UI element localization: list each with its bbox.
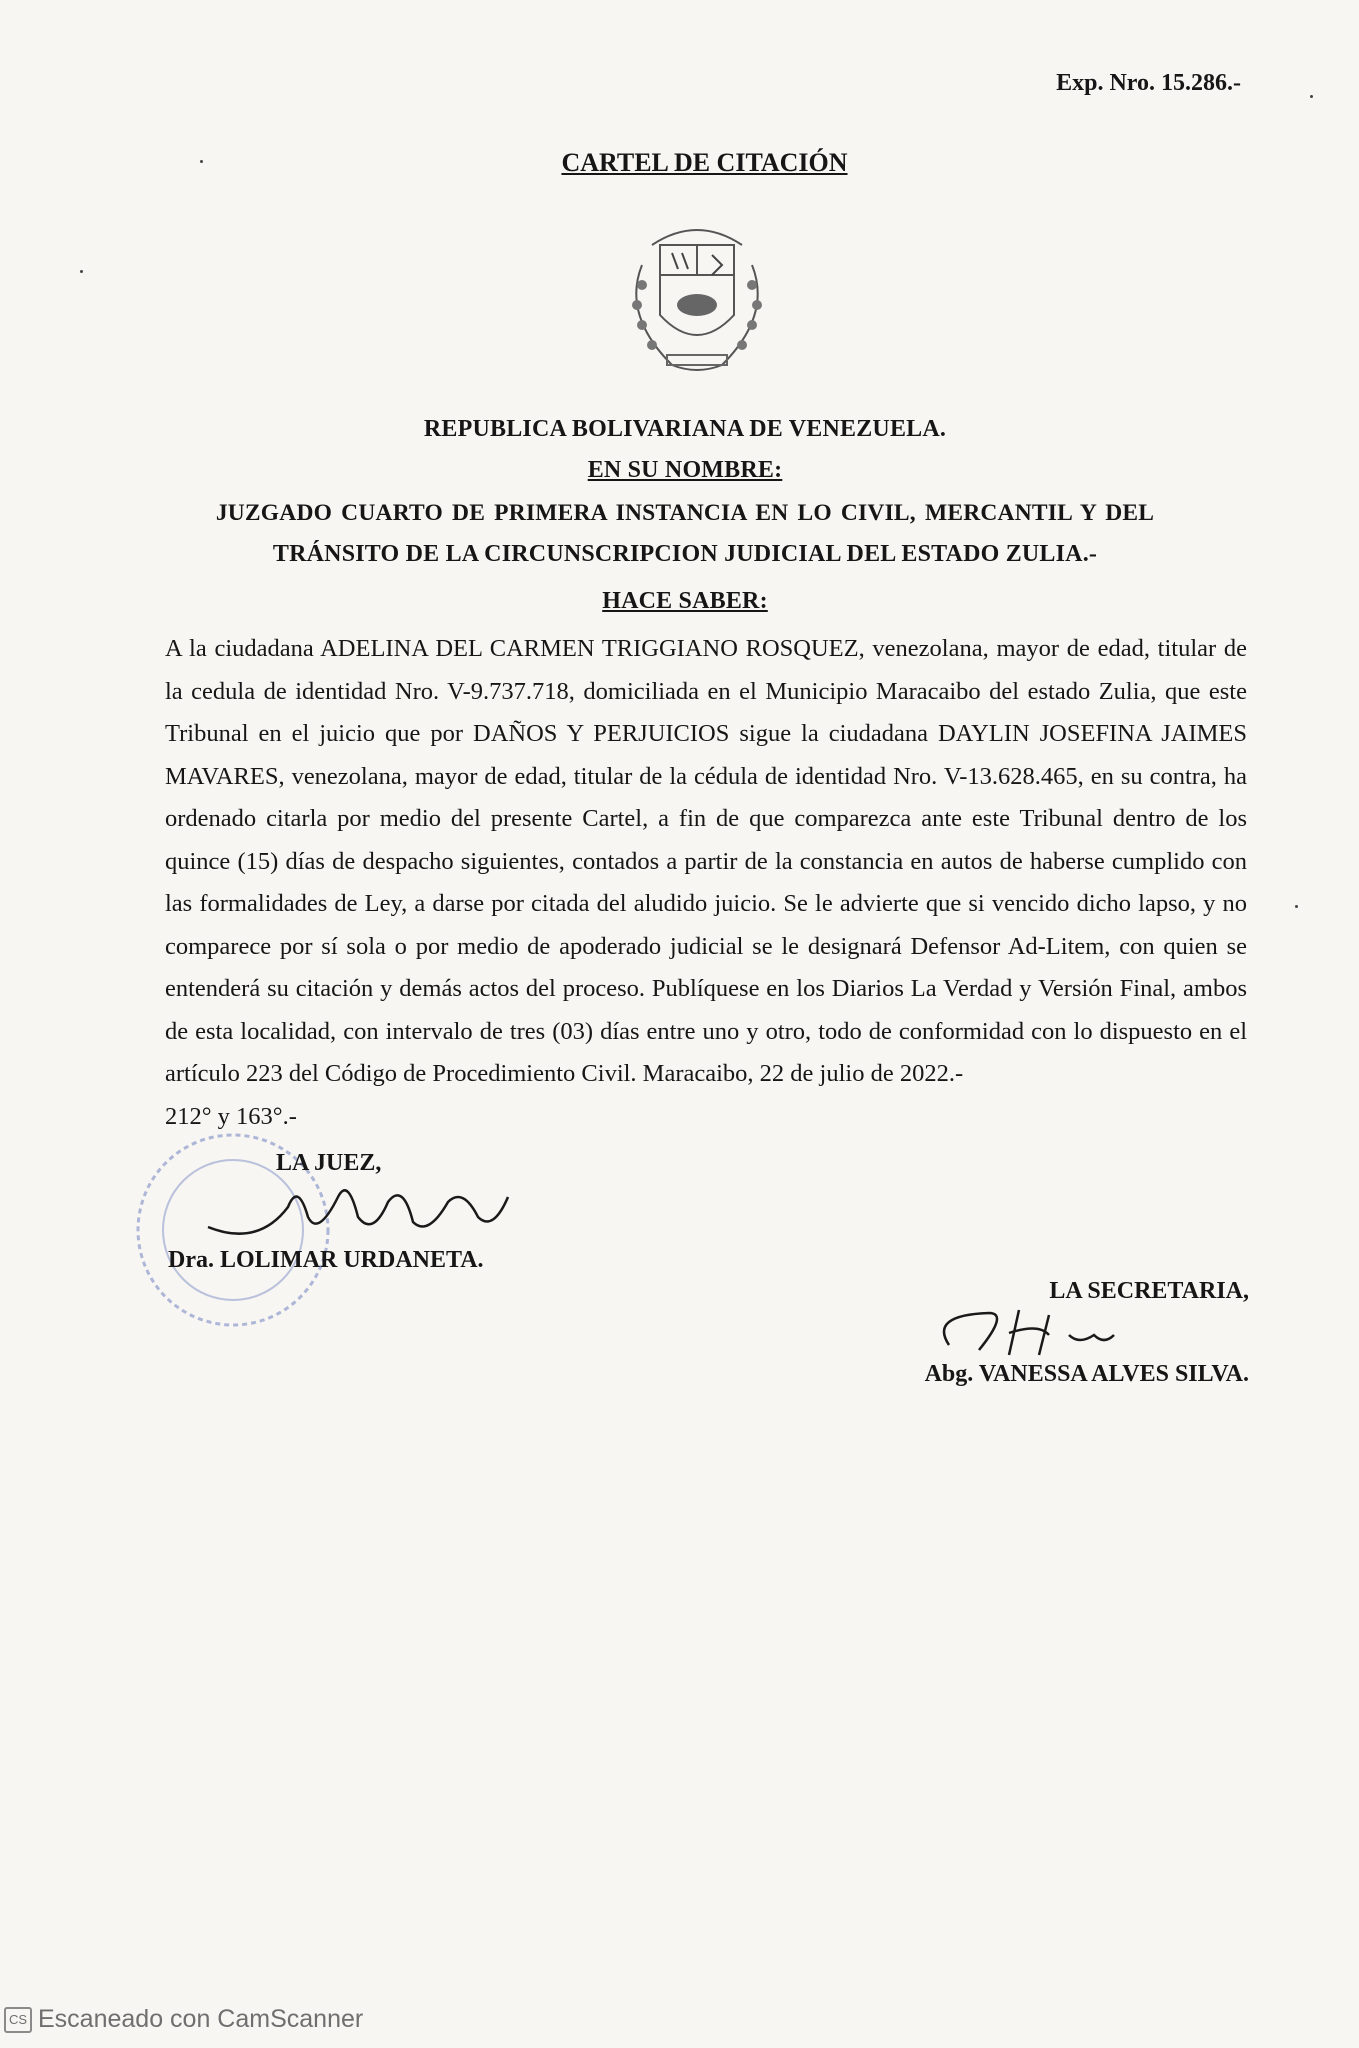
citation-body [165, 628, 1247, 1138]
judge-title: LA JUEZ, [276, 1150, 382, 1176]
watermark-text: Escaneado con CamScanner [38, 2005, 364, 2033]
judge-signature-block [168, 1150, 518, 1274]
secretary-name: Abg. VANESSA ALVES SILVA. [924, 1361, 1249, 1387]
secretary-signature-icon [929, 1305, 1189, 1361]
en-su-nombre-heading: EN SU NOMBRE: [587, 457, 783, 483]
scan-speck [1295, 905, 1298, 908]
judge-name: Dra. LOLIMAR URDANETA. [168, 1247, 484, 1273]
republic-heading: REPUBLICA BOLIVARIANA DE VENEZUELA. [423, 416, 947, 442]
scan-speck [1310, 95, 1313, 98]
secretary-signature-block [925, 1278, 1249, 1388]
coat-of-arms-icon [612, 205, 782, 385]
hace-saber-heading: HACE SABER: [602, 588, 768, 614]
secretary-title: LA SECRETARIA, [1049, 1278, 1249, 1304]
judge-signature-icon [198, 1177, 518, 1247]
court-heading-line-1: JUZGADO CUARTO DE PRIMERA INSTANCIA EN LO CIVIL, MERCANTIL Y DEL [215, 500, 1155, 526]
scan-speck [200, 160, 203, 163]
scan-speck [80, 270, 83, 273]
scanner-watermark [4, 2005, 363, 2034]
document-title: CARTEL DE CITACIÓN [561, 148, 848, 177]
camscanner-icon: CS [4, 2007, 32, 2033]
citation-paragraph: A la ciudadana ADELINA DEL CARMEN TRIGGIANO ROSQUEZ, venezolana, mayor de edad, titular de la cedula de identidad Nro. V-9.737.718, domiciliada en el Municipio Maracaibo del estado Zulia, que este Tribunal en el juicio que por DAÑOS Y PERJUICIOS sigue la ciudadana DAYLIN JOSEFINA JAIMES MAVARES, venezolana, mayor de edad, titular de la cédula de identidad Nro. V-13.628.465, en su contra, ha ordenado citarla por medio del presente Cartel, a fin de que comparezca ante este Tribunal dentro de los quince (15) días de despacho siguientes, contados a partir de la constancia en autos de haberse cumplido con las formalidades de Ley, a darse por citada del aludido juicio. Se le advierte que si vencido dicho lapso, y no comparece por sí sola o por medio de apoderado judicial se le designará Defensor Ad-Litem, con quien se entenderá su citación y demás actos del proceso. Publíquese en los Diarios La Verdad y Versión Final, ambos de esta localidad, con intervalo de tres (03) días entre uno y otro, todo de conformidad con lo dispuesto en el artículo 223 del Código de Procedimiento Civil. Maracaibo, 22 de julio de 2022.- [165, 635, 1247, 1087]
case-number: Exp. Nro. 15.286.- [1056, 70, 1241, 96]
court-heading-line-2: TRÁNSITO DE LA CIRCUNSCRIPCION JUDICIAL DEL ESTADO ZULIA.- [272, 541, 1098, 567]
years-line: 212° y 163°.- [165, 1102, 297, 1130]
